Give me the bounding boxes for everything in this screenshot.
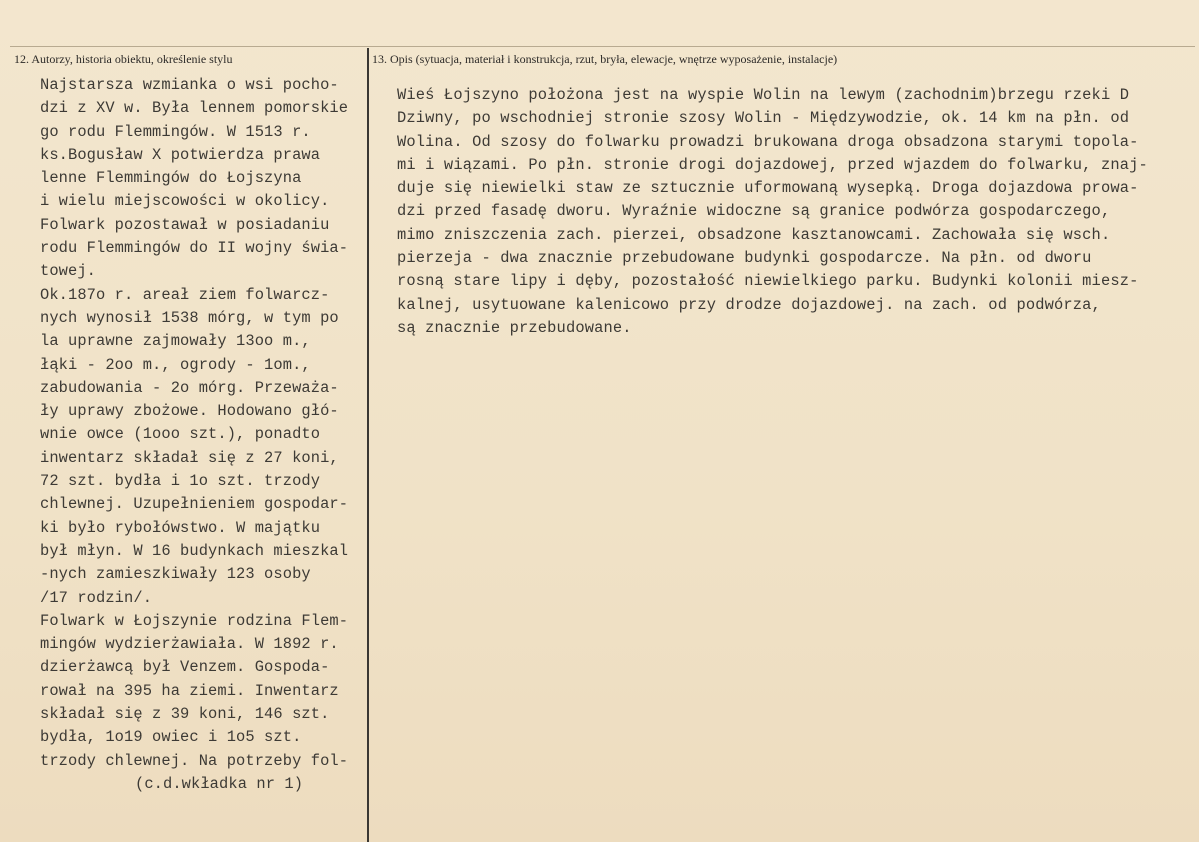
history-text-line: rował na 395 ha ziemi. Inwentarz [40,681,339,700]
history-text-line: /17 rodzin/. [40,588,153,607]
description-text-line: dzi przed fasadę dworu. Wyraźnie widoczne są granice podwórza gospodarczego, [397,202,1111,221]
description-text-line: pierzeja - dwa znacznie przebudowane budynki gospodarcze. Na płn. od dworu [397,249,1092,268]
history-text-line: ks.Bogusław X potwierdza prawa [40,145,321,164]
continuation-note: (c.d.wkładka nr 1) [135,774,304,793]
description-text-line: mimo zniszczenia zach. pierzei, obsadzone kasztanowcami. Zachowała się wsch. [397,225,1111,244]
history-text-line: ły uprawy zbożowe. Hodowano głó- [40,402,339,421]
history-text-line: bydła, 1o19 owiec i 1o5 szt. [40,728,302,747]
description-text-line: Dziwny, po wschodniej stronie szosy Wolin - Międzywodzie, ok. 14 km na płn. od [397,109,1130,128]
history-text-line: był młyn. W 16 budynkach mieszkal [40,541,349,560]
history-text-line: ki było rybołówstwo. W majątku [40,518,321,537]
description-text-line: duje się niewielki staw ze sztucznie uformowaną wysepką. Droga dojazdowa prowa- [397,179,1139,198]
history-text-line: towej. [40,262,97,281]
description-text-line: Wolina. Od szosy do folwarku prowadzi brukowana droga obsadzona starymi topola- [397,132,1139,151]
header-rule [10,46,1195,47]
history-text-line: inwentarz składał się z 27 koni, [40,448,339,467]
description-column [397,84,1197,340]
history-text-line: Folwark pozostawał w posiadaniu [40,215,330,234]
description-text-line: są znacznie przebudowane. [397,318,632,337]
history-text-line: Folwark w Łojszynie rodzina Flem- [40,611,349,630]
history-text-line: mingów wydzierżawiała. W 1892 r. [40,635,339,654]
history-text-line: zabudowania - 2o mórg. Przeważa- [40,378,339,397]
description-text-line: rosną stare lipy i dęby, pozostałość niewielkiego parku. Budynki kolonii miesz- [397,272,1139,291]
description-text-line: mi i wiązami. Po płn. stronie drogi dojazdowej, przed wjazdem do folwarku, znaj- [397,155,1148,174]
history-text-line: i wielu miejscowości w okolicy. [40,192,330,211]
history-text-line: chlewnej. Uzupełnieniem gospodar- [40,495,349,514]
history-text-line: składał się z 39 koni, 146 szt. [40,705,330,724]
history-text-line: go rodu Flemmingów. W 1513 r. [40,122,311,141]
history-text-line: Ok.187o r. areał ziem folwarcz- [40,285,330,304]
history-text-line: lenne Flemmingów do Łojszyna [40,169,302,188]
history-text-line: -nych zamieszkiwały 123 osoby [40,565,311,584]
history-text-line: la uprawne zajmowały 13oo m., [40,332,311,351]
section-13-header: 13. Opis (sytuacja, materiał i konstrukcja, rzut, bryła, elewacje, wnętrze wyposażenie, instalacje) [372,52,838,66]
history-text-line: trzody chlewnej. Na potrzeby fol- [40,751,349,770]
history-text-line: Najstarsza wzmianka o wsi pocho- [40,76,339,94]
history-text-line: nych wynosił 1538 mórg, w tym po [40,308,339,327]
history-text-line: dzierżawcą był Venzem. Gospoda- [40,658,330,677]
description-text-line: Wieś Łojszyno położona jest na wyspie Wolin na lewym (zachodnim)brzegu rzeki D [397,86,1130,104]
history-text-line: rodu Flemmingów do II wojny świa- [40,239,349,258]
history-column [40,74,370,796]
description-text-line: kalnej, usytuowane kalenicowo przy drodze dojazdowej. na zach. od podwórza, [397,295,1101,314]
history-text-line: łąki - 2oo m., ogrody - 1om., [40,355,311,374]
history-text-line: wnie owce (1ooo szt.), ponadto [40,425,321,444]
section-12-header: 12. Autorzy, historia obiektu, określenie stylu [14,52,233,66]
history-text-line: dzi z XV w. Była lennem pomorskie [40,99,349,118]
history-text-line: 72 szt. bydła i 1o szt. trzody [40,472,321,491]
